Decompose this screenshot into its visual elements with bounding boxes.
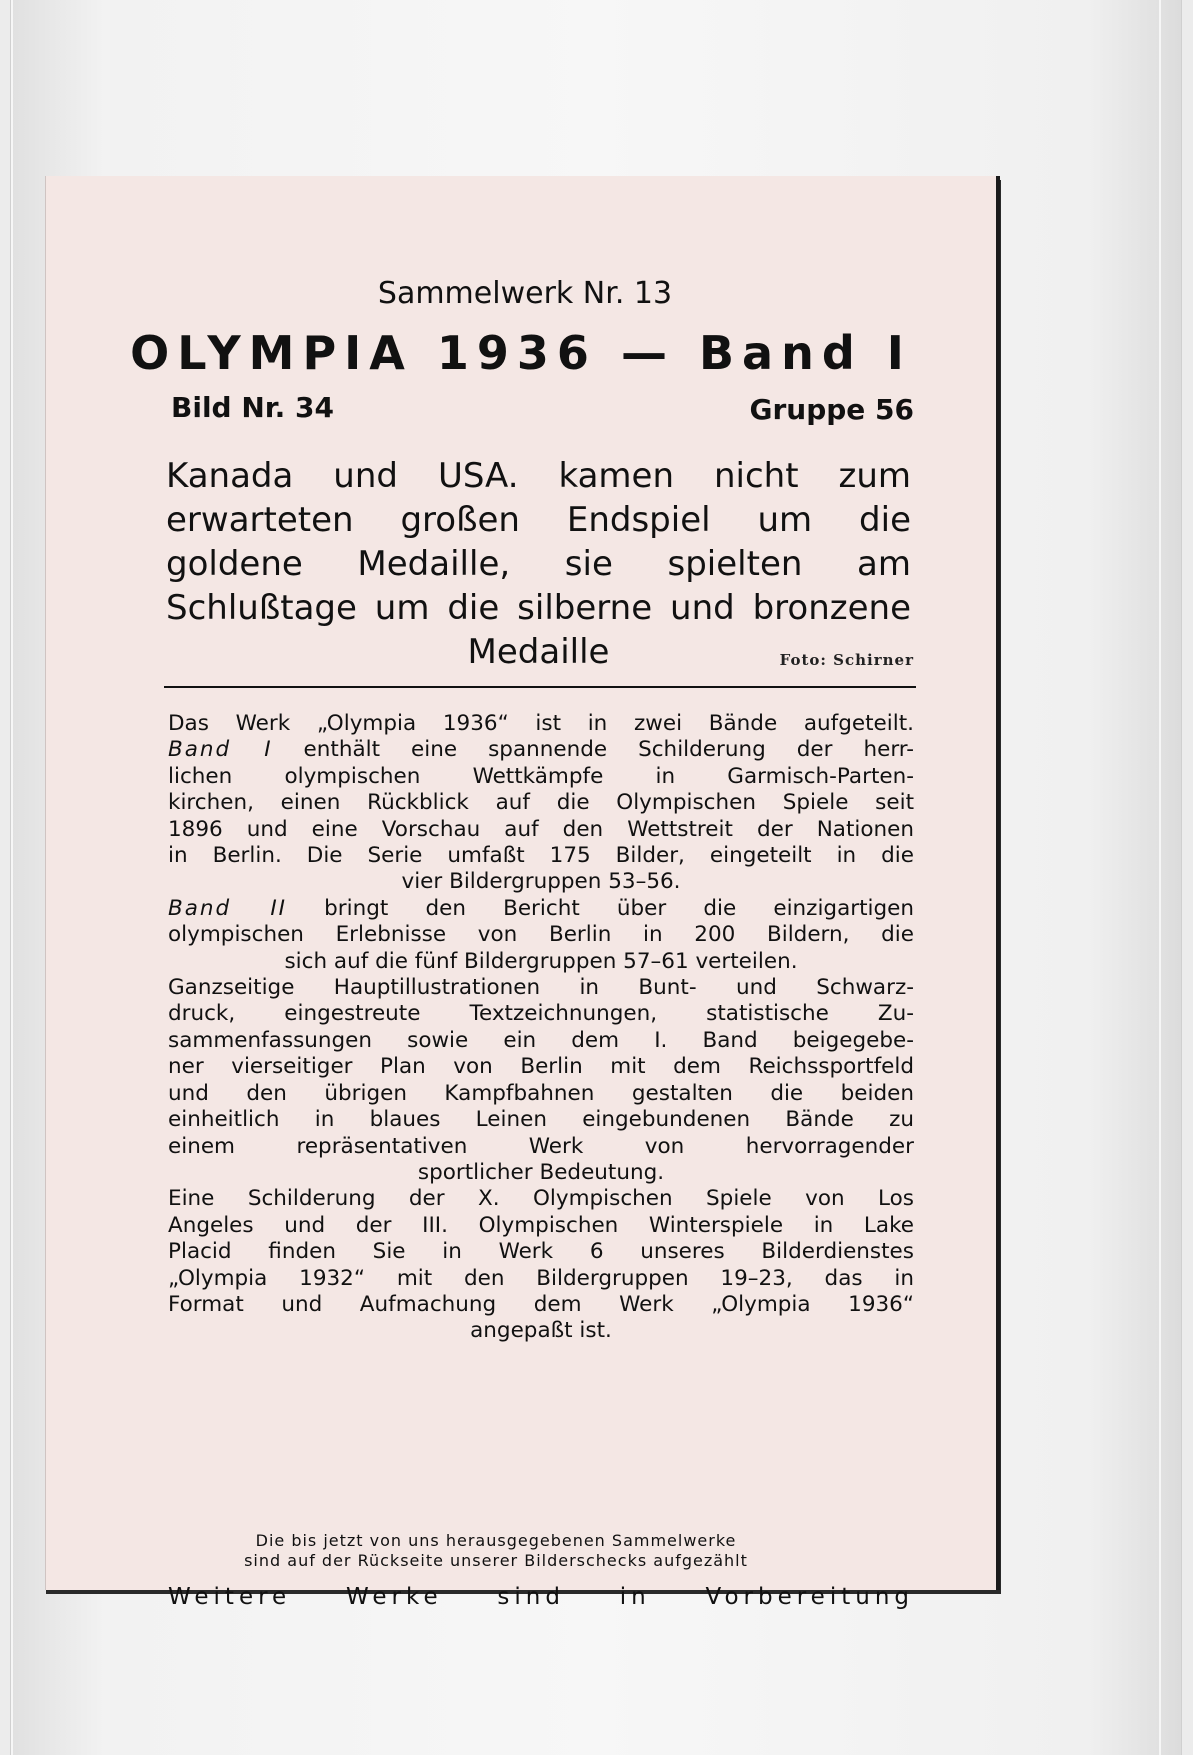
description-line — [168, 1213, 914, 1239]
description-line — [168, 790, 914, 816]
description-text: lichen olympischen Wettkämpfe in Garmisch-Parten- — [168, 763, 914, 789]
card-title: OLYMPIA 1936 — Band I — [130, 326, 912, 380]
description-text: Ganzseitige Hauptillustrationen in Bunt- und Schwarz- — [168, 975, 914, 1001]
description-line — [168, 843, 914, 869]
sammelwerk-heading: Sammelwerk Nr. 13 — [377, 276, 673, 311]
description-text: ner vierseitiger Plan von Berlin mit dem Reichssportfeld — [168, 1054, 914, 1080]
picture-caption: Kanada und USA. kamen nicht zum erwarteten großen Endspiel um die goldene Medaille, sie spielten am Schlußtage um die silberne und bronzene Medaille — [166, 456, 911, 672]
description-line — [168, 1292, 914, 1318]
description-line — [168, 1001, 914, 1027]
description-text: Format und Aufmachung dem Werk „Olympia 1936“ — [168, 1291, 914, 1317]
description-line — [168, 1054, 914, 1080]
description-text: druck, eingestreute Textzeichnungen, statistische Zu- — [168, 1001, 914, 1027]
description-line — [168, 1134, 914, 1160]
description-line — [168, 711, 914, 737]
description-line — [168, 1239, 914, 1265]
description-line — [168, 1186, 914, 1212]
description-line — [168, 1028, 914, 1054]
description-text: bringt den Bericht über die einzigartigen — [287, 895, 914, 921]
band-label: Band I — [168, 737, 273, 763]
group-number: Gruppe 56 — [749, 393, 914, 426]
description-text: Angeles und der III. Olympischen Winterspiele in Lake — [168, 1212, 914, 1238]
description-text: sammenfassungen sowie ein dem I. Band beigegebe- — [168, 1027, 914, 1053]
description-text: Das Werk „Olympia 1936“ ist in zwei Bände aufgeteilt. — [168, 711, 914, 736]
description-text: enthält eine spannende Schilderung der herr- — [272, 737, 915, 763]
description-text: Placid finden Sie in Werk 6 unseres Bilderdienstes — [168, 1239, 914, 1265]
note-line-2: sind auf der Rückseite unserer Bilderschecks aufgezählt — [244, 1551, 748, 1570]
description-text: einheitlich in blaues Leinen eingebundenen Bände zu — [168, 1107, 914, 1133]
description-line — [168, 1107, 914, 1133]
series-description — [168, 711, 914, 1345]
collector-card-back — [46, 176, 996, 1610]
divider-rule — [164, 686, 916, 688]
image-number: Bild Nr. 34 — [171, 391, 334, 424]
description-line — [168, 949, 914, 975]
description-line — [168, 817, 914, 843]
description-line — [168, 1318, 914, 1344]
description-text: und den übrigen Kampfbahnen gestalten die beiden — [168, 1080, 914, 1106]
description-text: vier Bildergruppen 53–56. — [401, 869, 681, 895]
description-line — [168, 975, 914, 1001]
description-text: sich auf die fünf Bildergruppen 57–61 verteilen. — [284, 948, 798, 974]
band-label: Band II — [168, 895, 288, 921]
note-line-1: Die bis jetzt von uns herausgegebenen Sammelwerke — [255, 1531, 737, 1550]
description-text: kirchen, einen Rückblick auf die Olympischen Spiele seit — [168, 790, 914, 816]
description-line — [168, 1081, 914, 1107]
photo-credit: Foto: Schirner — [779, 651, 914, 669]
description-line — [168, 922, 914, 948]
description-text: Eine Schilderung der X. Olympischen Spiele von Los — [168, 1186, 914, 1212]
description-line — [168, 896, 914, 922]
description-text: 1896 und eine Vorschau auf den Wettstreit der Nationen — [168, 816, 914, 842]
description-line — [168, 737, 914, 763]
sleeve-edge-right — [1159, 0, 1161, 1755]
description-line — [168, 869, 914, 895]
collection-note — [46, 1531, 996, 1571]
description-text: „Olympia 1932“ mit den Bildergruppen 19–23, das in — [168, 1265, 914, 1291]
description-line — [168, 764, 914, 790]
sleeve-edge-left — [11, 0, 13, 1755]
description-text: sportlicher Bedeutung. — [417, 1159, 665, 1185]
footer-announcement: Weitere Werke sind in Vorbereitung — [168, 1584, 914, 1610]
description-line — [168, 1266, 914, 1292]
description-text: in Berlin. Die Serie umfaßt 175 Bilder, eingeteilt in die — [168, 843, 914, 869]
description-text: angepaßt ist. — [470, 1318, 612, 1344]
description-text: olympischen Erlebnisse von Berlin in 200 Bildern, die — [168, 922, 914, 948]
description-text: einem repräsentativen Werk von hervorragender — [168, 1133, 914, 1159]
description-line — [168, 1160, 914, 1186]
